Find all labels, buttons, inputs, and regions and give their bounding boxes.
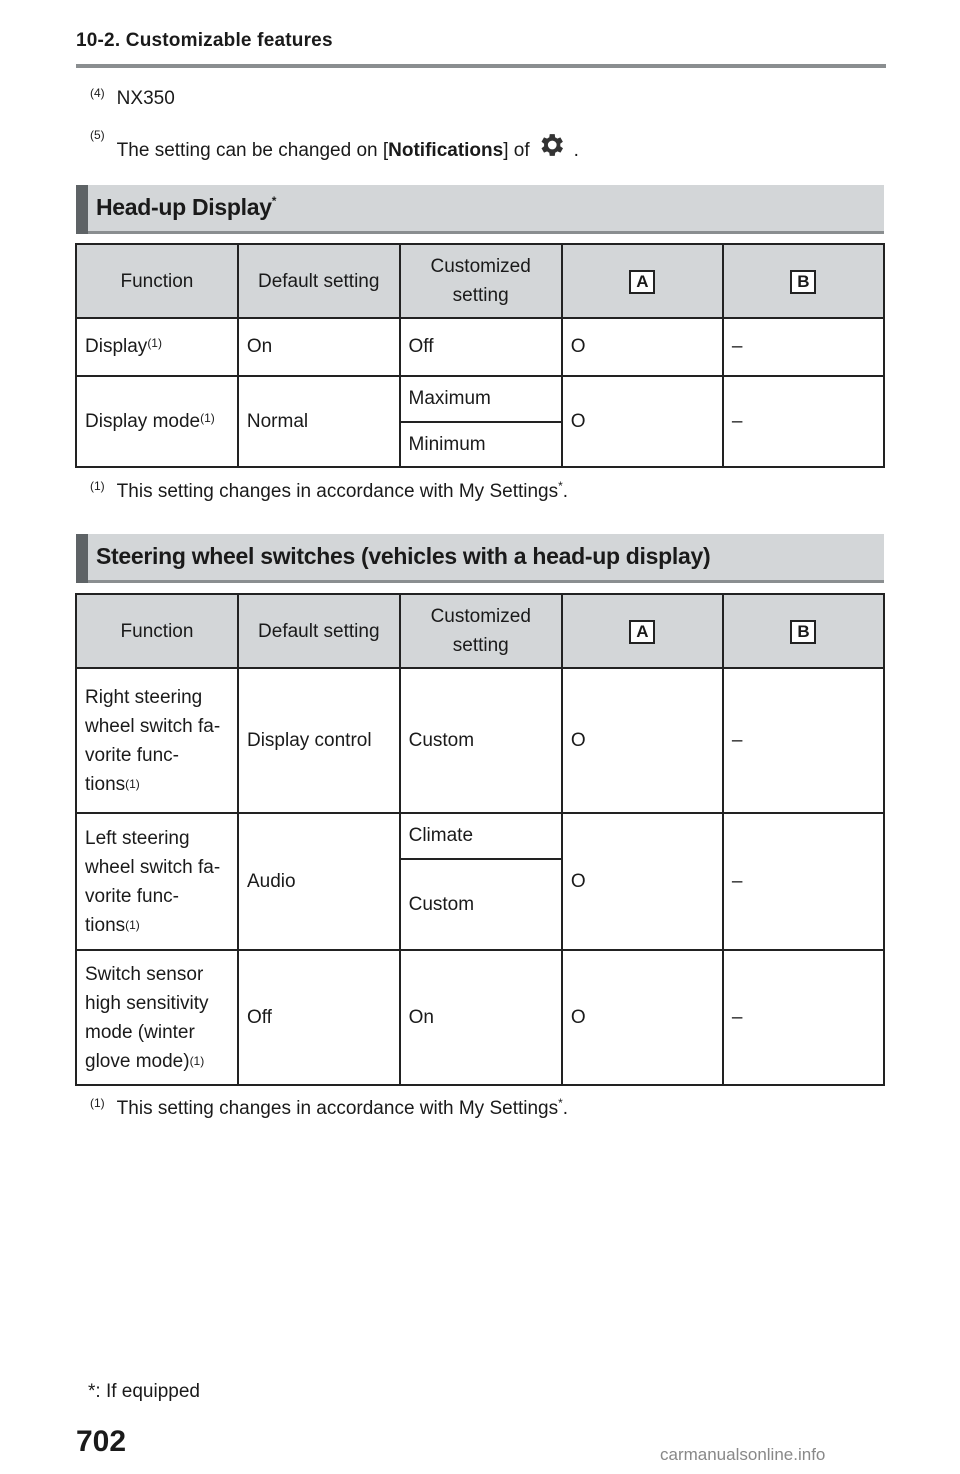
hud-section-heading	[76, 185, 884, 234]
note-text: NX350	[116, 88, 175, 109]
note-5	[90, 130, 579, 166]
custom-option: Maximum	[408, 388, 491, 409]
note-text-after: ] of	[503, 140, 530, 161]
section-header: 10-2. Customizable features	[76, 30, 333, 51]
function-cell: Left steering wheel switch fa- vorite func- tions$^{(1)}$	[76, 813, 238, 950]
table-row	[76, 376, 884, 467]
col-b: B	[723, 244, 884, 318]
section-accent	[76, 534, 88, 583]
gear-icon	[536, 130, 566, 166]
custom-cell: Custom	[400, 668, 562, 813]
hud-section-title: Head-up Display*	[96, 194, 277, 220]
default-cell: On	[238, 318, 400, 376]
col-default: Default setting	[238, 594, 400, 668]
default-cell: Display control	[238, 668, 400, 813]
header-divider	[76, 64, 886, 68]
table-row	[76, 318, 884, 376]
hud-footnote: $^{(1)}$ This setting changes in accordance with My Settings*.	[90, 479, 569, 502]
col-customized: Customized setting	[400, 244, 562, 318]
function-cell: Display mode$^{(1)}$	[76, 376, 238, 467]
table-header-row	[76, 594, 884, 668]
custom-option: Custom	[401, 858, 561, 949]
b-cell: –	[723, 950, 884, 1085]
custom-cell: Off	[400, 318, 562, 376]
function-cell: Switch sensor high sensitivity mode (winter glove mode)$^{(1)}$	[76, 950, 238, 1085]
default-cell: Normal	[238, 376, 400, 467]
b-cell: –	[723, 376, 884, 467]
hud-settings-table	[75, 243, 885, 468]
table-header-row	[76, 244, 884, 318]
note-4	[90, 88, 175, 110]
custom-option: Minimum	[401, 421, 561, 466]
if-equipped-note: *: If equipped	[88, 1381, 200, 1402]
function-cell: Display$^{(1)}$	[76, 318, 238, 376]
col-a: A	[562, 244, 723, 318]
a-cell: O	[562, 376, 723, 467]
table-row	[76, 813, 884, 950]
custom-cell: On	[400, 950, 562, 1085]
steering-settings-table	[75, 593, 885, 1086]
table-row	[76, 668, 884, 813]
notifications-label: Notifications	[388, 140, 504, 161]
a-cell: O	[562, 318, 723, 376]
col-a: A	[562, 594, 723, 668]
page-number: 702	[76, 1425, 127, 1458]
b-cell: –	[723, 813, 884, 950]
default-cell: Audio	[238, 813, 400, 950]
section-accent	[76, 185, 88, 234]
note-end: .	[573, 140, 579, 161]
col-default: Default setting	[238, 244, 400, 318]
steering-footnote: $^{(1)}$ This setting changes in accordance with My Settings*.	[90, 1096, 569, 1119]
custom-cell	[400, 376, 562, 467]
col-b: B	[723, 594, 884, 668]
steering-section-heading	[76, 534, 884, 583]
watermark: carmanualsonline.info	[660, 1445, 826, 1464]
steering-section-title: Steering wheel switches (vehicles with a head-up display)	[96, 543, 711, 569]
col-function: Function	[76, 244, 238, 318]
b-cell: –	[723, 318, 884, 376]
a-cell: O	[562, 950, 723, 1085]
default-cell: Off	[238, 950, 400, 1085]
note-marker: (4)	[90, 86, 105, 100]
note-marker: (5)	[90, 128, 105, 142]
custom-option: Climate	[408, 825, 474, 846]
a-cell: O	[562, 813, 723, 950]
b-cell: –	[723, 668, 884, 813]
a-cell: O	[562, 668, 723, 813]
col-function: Function	[76, 594, 238, 668]
table-row	[76, 950, 884, 1085]
custom-cell	[400, 813, 562, 950]
col-customized: Customized setting	[400, 594, 562, 668]
note-text-before: The setting can be changed on [	[116, 140, 389, 161]
function-cell: Right steering wheel switch fa- vorite func- tions$^{(1)}$	[76, 668, 238, 813]
